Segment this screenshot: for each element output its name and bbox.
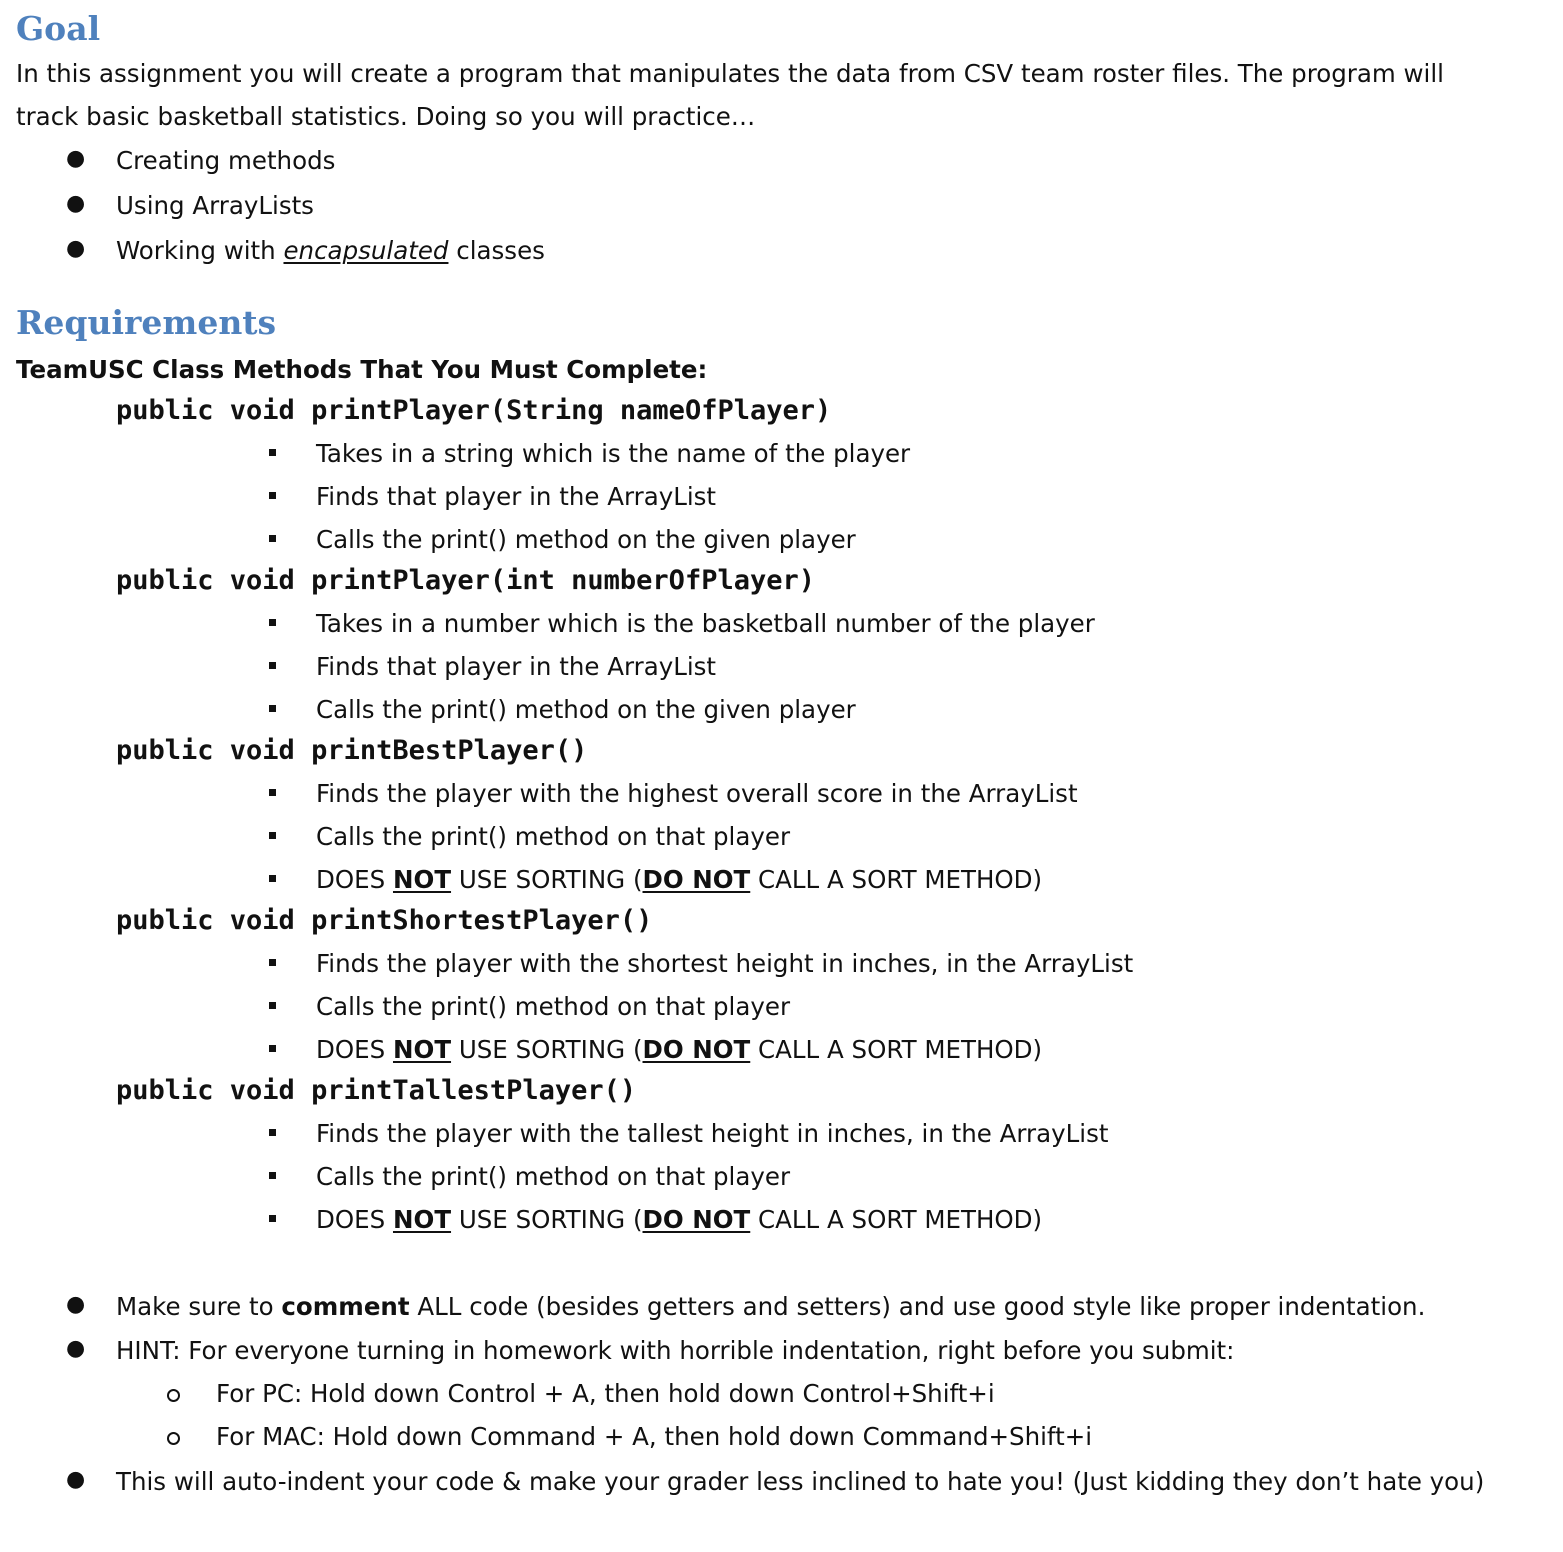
- goal-intro-line1: In this assignment you will create a program that manipulates the data from CSV team roster files. The program will: [16, 59, 1444, 88]
- nosort-emphasis: DO NOT: [642, 1035, 751, 1064]
- method-1-item-1: Takes in a string which is the name of the player: [316, 439, 911, 468]
- nosort-text: CALL A SORT METHOD): [750, 1205, 1043, 1234]
- nosort-text: CALL A SORT METHOD): [750, 1035, 1043, 1064]
- nosort-text: DOES: [316, 1035, 393, 1064]
- method-1-item-2: Finds that player in the ArrayList: [316, 482, 717, 511]
- bullet-dot: ●: [66, 146, 86, 171]
- square-bullet: [269, 1129, 276, 1136]
- nosort-emphasis: DO NOT: [642, 1205, 751, 1234]
- method-signature-5: public void printTallestPlayer(): [116, 1075, 637, 1106]
- comment-note-bold: comment: [281, 1292, 410, 1321]
- requirements-subheading: TeamUSC Class Methods That You Must Complete:: [16, 355, 708, 384]
- method-4-item-2: Calls the print() method on that player: [316, 992, 791, 1021]
- nosort-text: CALL A SORT METHOD): [750, 865, 1043, 894]
- comment-note-pre: Make sure to: [116, 1292, 282, 1321]
- square-bullet: [269, 705, 276, 712]
- bullet-dot: ●: [66, 1292, 86, 1317]
- goal-bullet-3-emphasis: encapsulated: [283, 236, 449, 265]
- circle-bullet: [167, 1432, 180, 1445]
- comment-note-post: ALL code (besides getters and setters) and use good style like proper indentation.: [409, 1292, 1426, 1321]
- bullet-dot: ●: [66, 236, 86, 261]
- nosort-text: USE SORTING (: [451, 865, 643, 894]
- hint-note: HINT: For everyone turning in homework with horrible indentation, right before you submit:: [116, 1336, 1235, 1365]
- square-bullet: [269, 1045, 276, 1052]
- goal-intro-line2: track basic basketball statistics. Doing so you will practice…: [16, 102, 756, 131]
- method-2-item-2: Finds that player in the ArrayList: [316, 652, 717, 681]
- goal-bullet-3-post: classes: [448, 236, 545, 265]
- goal-bullet-3: [116, 236, 545, 265]
- square-bullet: [269, 492, 276, 499]
- hint-pc: For PC: Hold down Control + A, then hold down Control+Shift+i: [216, 1379, 995, 1408]
- nosort-text: DOES: [316, 865, 393, 894]
- method-signature-1: public void printPlayer(String nameOfPlayer): [116, 395, 832, 426]
- square-bullet: [269, 875, 276, 882]
- goal-heading: Goal: [16, 9, 101, 48]
- square-bullet: [269, 789, 276, 796]
- square-bullet: [269, 959, 276, 966]
- method-signature-3: public void printBestPlayer(): [116, 735, 588, 766]
- square-bullet: [269, 449, 276, 456]
- hint-mac: For MAC: Hold down Command + A, then hold down Command+Shift+i: [216, 1422, 1093, 1451]
- square-bullet: [269, 1172, 276, 1179]
- goal-bullet-1: Creating methods: [116, 146, 336, 175]
- comment-note: [116, 1292, 1426, 1321]
- square-bullet: [269, 662, 276, 669]
- method-1-item-3: Calls the print() method on the given player: [316, 525, 856, 554]
- nosort-text: DOES: [316, 1205, 393, 1234]
- goal-bullet-3-pre: Working with: [116, 236, 284, 265]
- method-4-item-1: Finds the player with the shortest height in inches, in the ArrayList: [316, 949, 1134, 978]
- goal-bullet-2: Using ArrayLists: [116, 191, 314, 220]
- method-5-no-sorting: [316, 1205, 1043, 1234]
- method-5-item-1: Finds the player with the tallest height in inches, in the ArrayList: [316, 1119, 1109, 1148]
- nosort-text: USE SORTING (: [451, 1035, 643, 1064]
- bullet-dot: ●: [66, 1336, 86, 1361]
- square-bullet: [269, 619, 276, 626]
- square-bullet: [269, 535, 276, 542]
- final-note: This will auto-indent your code & make your grader less inclined to hate you! (Just kidding they don’t hate you): [116, 1467, 1485, 1496]
- requirements-heading: Requirements: [16, 303, 277, 342]
- square-bullet: [269, 1002, 276, 1009]
- nosort-emphasis: DO NOT: [642, 865, 751, 894]
- nosort-emphasis: NOT: [392, 1035, 452, 1064]
- method-3-item-2: Calls the print() method on that player: [316, 822, 791, 851]
- method-signature-2: public void printPlayer(int numberOfPlayer): [116, 565, 815, 596]
- square-bullet: [269, 832, 276, 839]
- method-signature-4: public void printShortestPlayer(): [116, 905, 653, 936]
- method-3-no-sorting: [316, 865, 1043, 894]
- nosort-emphasis: NOT: [392, 1205, 452, 1234]
- bullet-dot: ●: [66, 1467, 86, 1492]
- square-bullet: [269, 1215, 276, 1222]
- method-3-item-1: Finds the player with the highest overall score in the ArrayList: [316, 779, 1078, 808]
- bullet-dot: ●: [66, 191, 86, 216]
- circle-bullet: [167, 1389, 180, 1402]
- method-4-no-sorting: [316, 1035, 1043, 1064]
- method-5-item-2: Calls the print() method on that player: [316, 1162, 791, 1191]
- method-2-item-3: Calls the print() method on the given player: [316, 695, 856, 724]
- nosort-text: USE SORTING (: [451, 1205, 643, 1234]
- nosort-emphasis: NOT: [392, 865, 452, 894]
- method-2-item-1: Takes in a number which is the basketball number of the player: [316, 609, 1095, 638]
